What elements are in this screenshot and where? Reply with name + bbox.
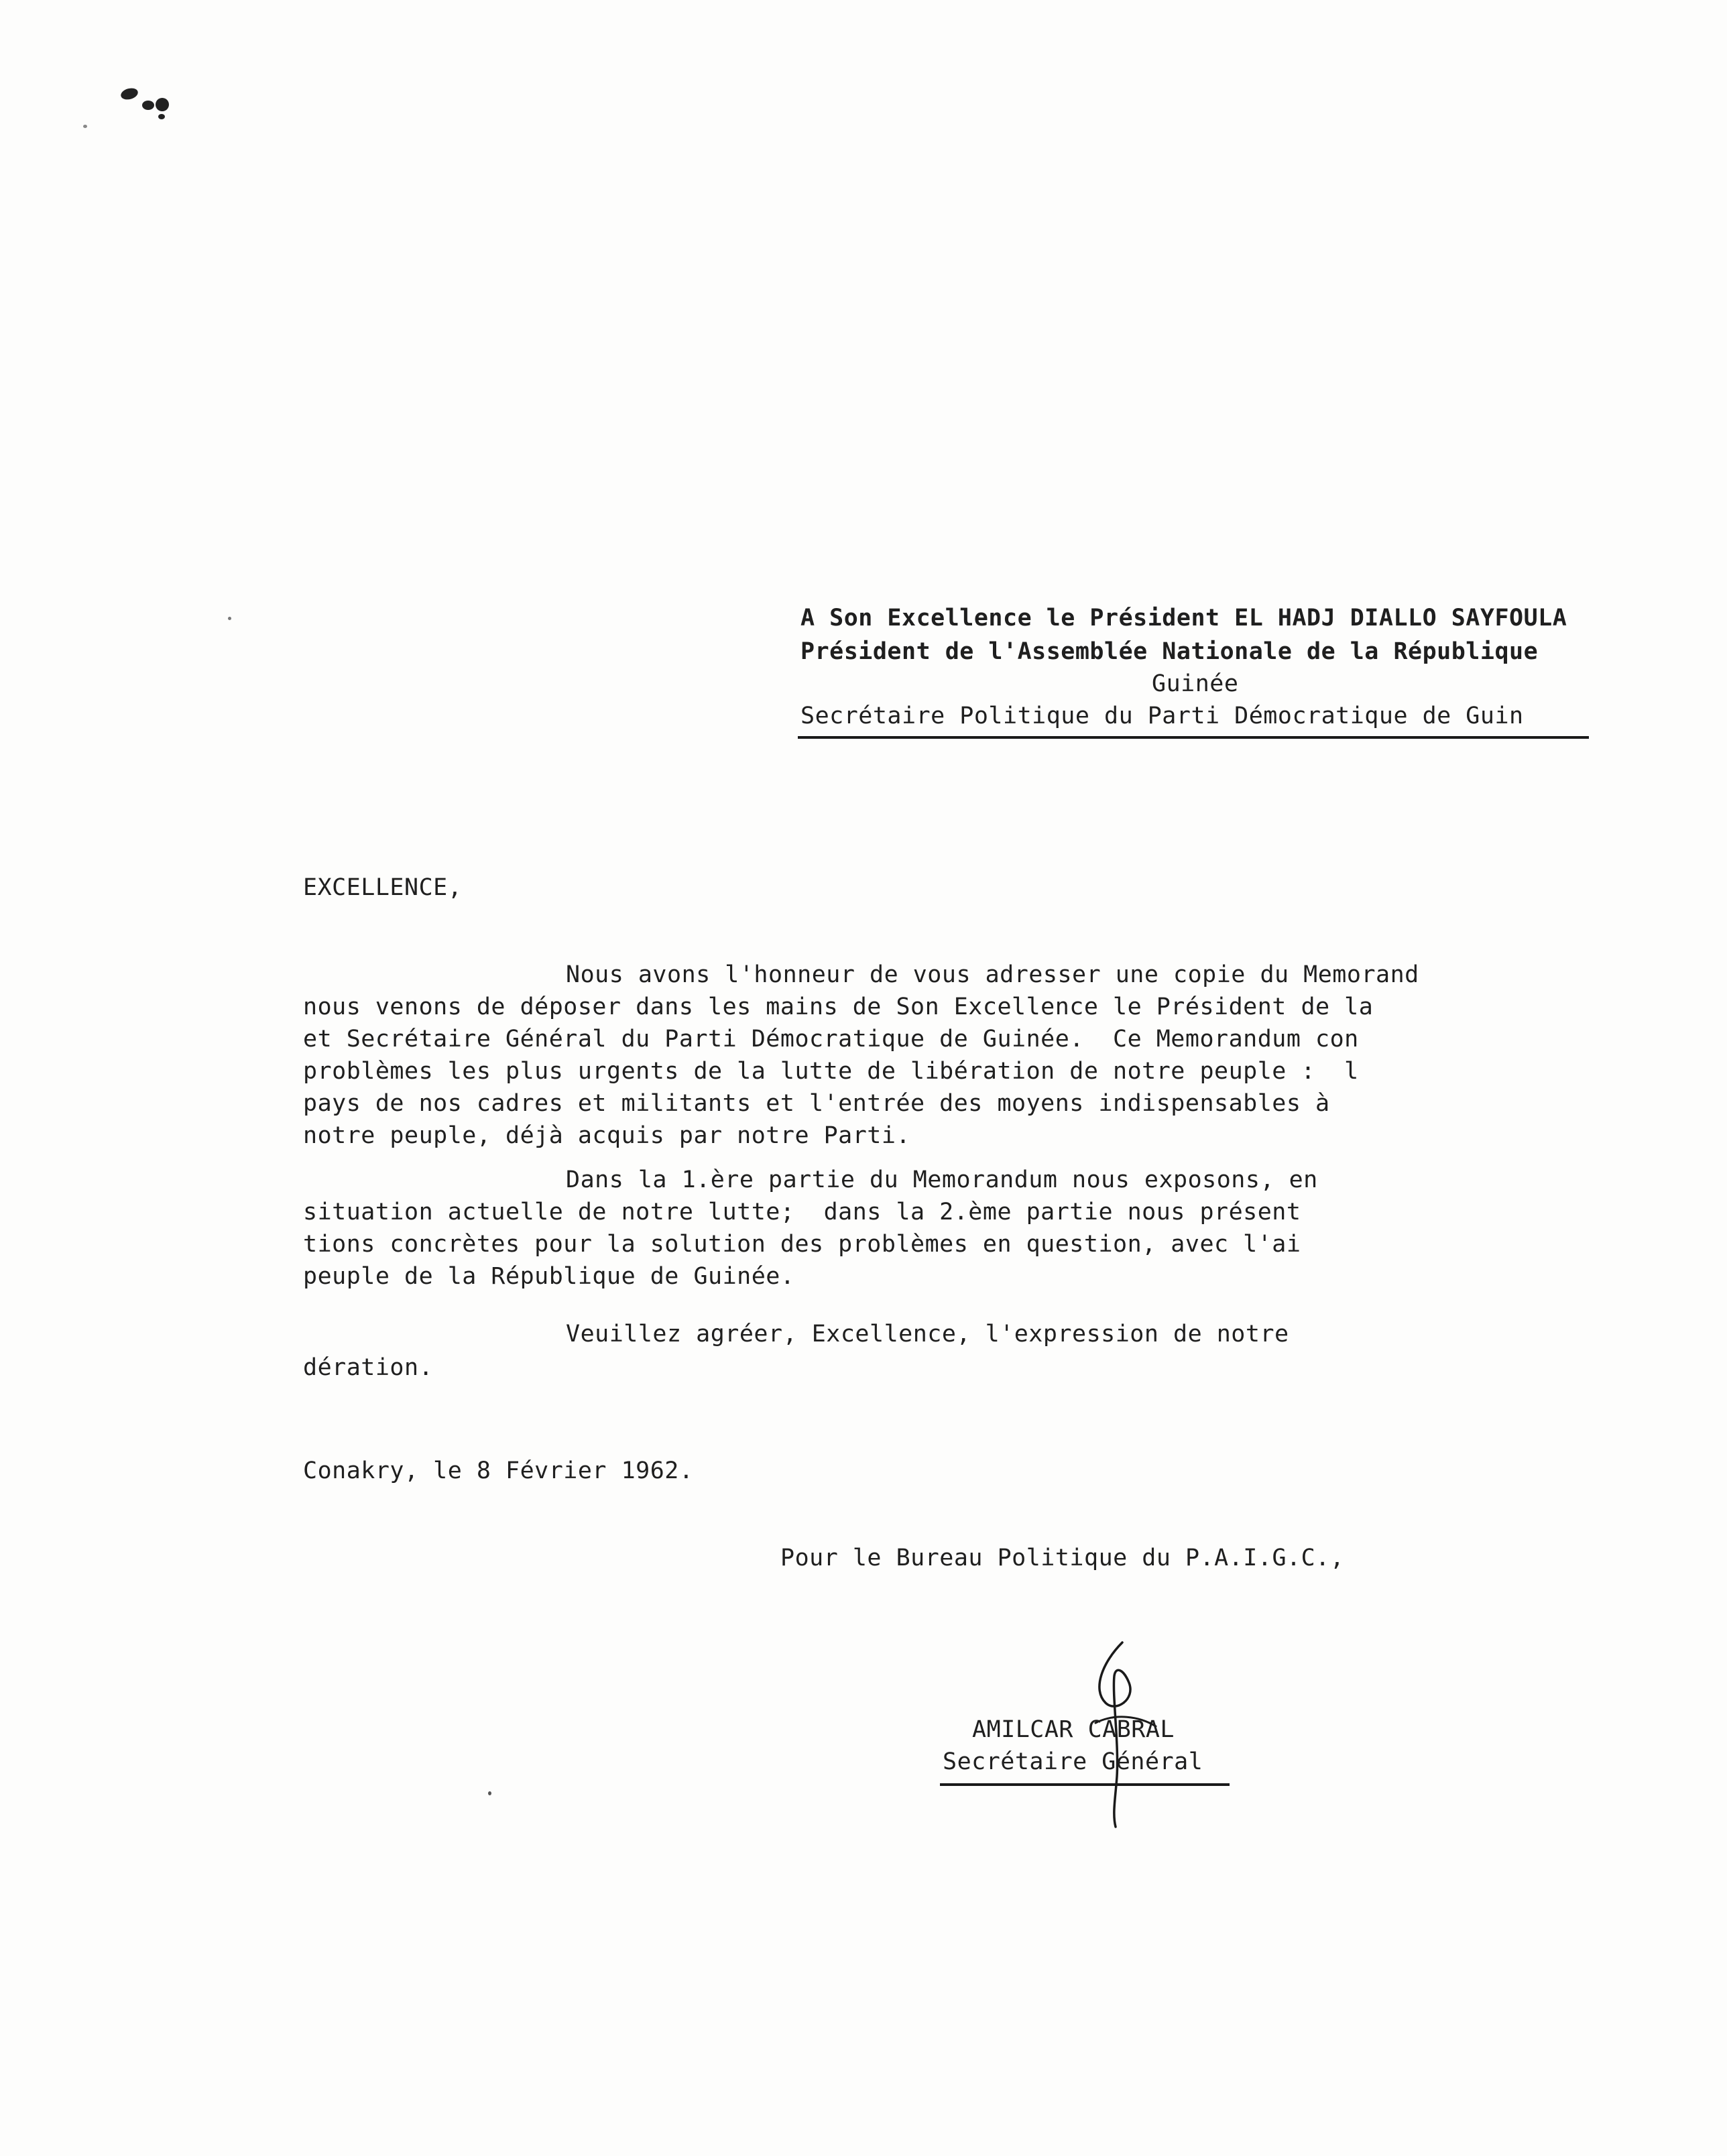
ink-speck <box>488 1791 491 1795</box>
body-p1-line-4: problèmes les plus urgents de la lutte de libération de notre peuple : l <box>303 1058 1359 1085</box>
address-line-2: Président de l'Assemblée Nationale de la République <box>800 638 1539 665</box>
signatory-title: Secrétaire Général <box>943 1748 1203 1775</box>
ink-speck <box>158 114 165 119</box>
address-line-1: A Son Excellence le Président EL HADJ DIALLO SAYFOULA <box>800 605 1567 632</box>
address-underline <box>798 736 1589 739</box>
body-p1-line-5: pays de nos cadres et militants et l'entrée des moyens indispensables à <box>303 1090 1330 1117</box>
body-p2-line-3: tions concrètes pour la solution des problèmes en question, avec l'ai <box>303 1231 1301 1258</box>
ink-speck <box>228 617 231 620</box>
address-line-4: Secrétaire Politique du Parti Démocratique de Guin <box>800 703 1524 729</box>
ink-speck <box>83 125 87 128</box>
place-date: Conakry, le 8 Février 1962. <box>303 1457 694 1484</box>
body-p1-line-1: Nous avons l'honneur de vous adresser une copie du Memorand <box>566 961 1419 988</box>
signatory-underline <box>940 1783 1230 1786</box>
ink-speck <box>142 101 154 110</box>
body-p2-line-4: peuple de la République de Guinée. <box>303 1263 795 1290</box>
body-p1-line-2: nous venons de déposer dans les mains de Son Excellence le Président de la <box>303 994 1374 1020</box>
body-p2-line-1: Dans la 1.ère partie du Memorandum nous exposons, en <box>566 1166 1318 1193</box>
ink-speck <box>119 86 139 101</box>
body-p3-line-1: Veuillez agréer, Excellence, l'expression de notre <box>566 1321 1289 1348</box>
body-p1-line-6: notre peuple, déjà acquis par notre Parti. <box>303 1122 911 1149</box>
signatory-name: AMILCAR CABRAL <box>972 1716 1175 1743</box>
body-p2-line-2: situation actuelle de notre lutte; dans la 2.ème partie nous présent <box>303 1199 1301 1225</box>
body-p1-line-3: et Secrétaire Général du Parti Démocratique de Guinée. Ce Memorandum con <box>303 1026 1359 1053</box>
closing: Pour le Bureau Politique du P.A.I.G.C., <box>780 1545 1345 1571</box>
salutation: EXCELLENCE, <box>303 874 463 901</box>
body-p3-line-2: dération. <box>303 1354 434 1381</box>
address-line-3: Guinée <box>1152 670 1239 697</box>
ink-speck <box>156 98 169 111</box>
